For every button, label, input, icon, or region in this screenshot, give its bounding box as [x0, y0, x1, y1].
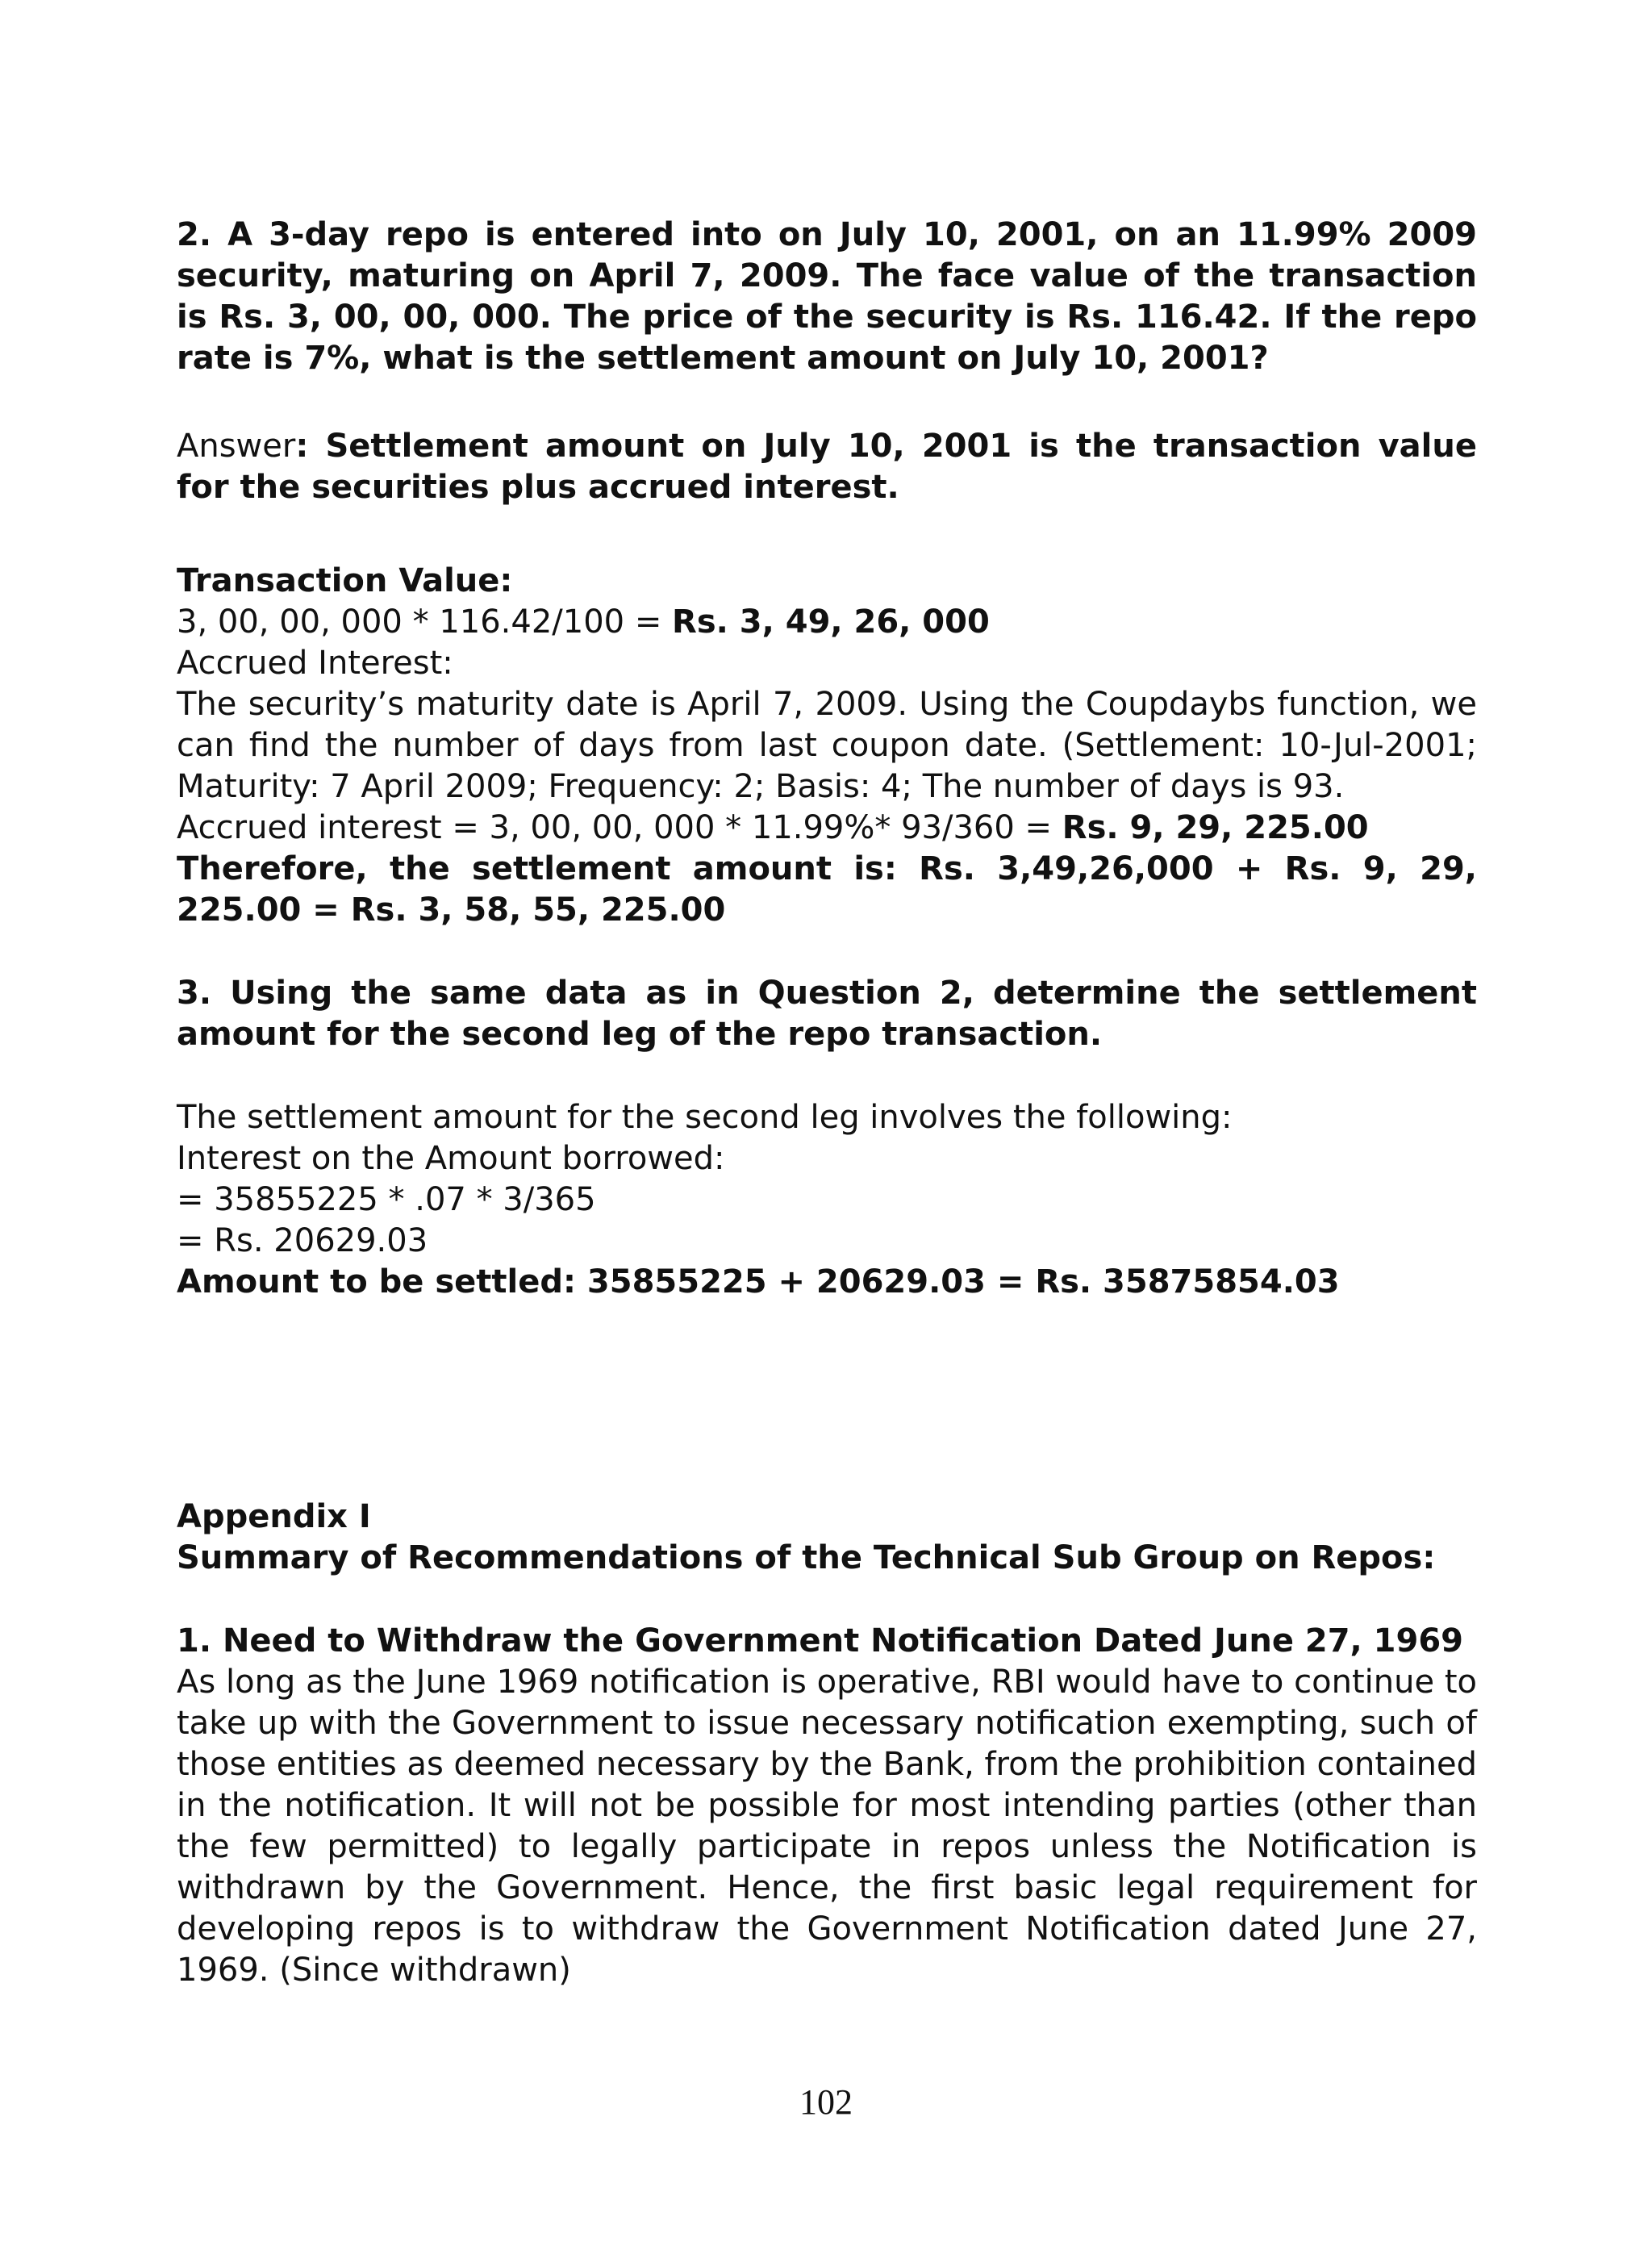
appendix-title: Appendix I [177, 1498, 371, 1535]
transaction-value-calc: 3, 00, 00, 000 * 116.42/100 = [177, 603, 673, 641]
appendix-item-1-body: As long as the June 1969 notification is operative, RBI would have to continue to take up with the Government to issue necessary notification exempting, such of those entities as deemed necessary by the Bank, from the prohibition contained in the notification. It will not be possible for most intending parties (other than the few permitted) to legally participate in repos unless the Notification is withdrawn by the Government. Hence, the first basic legal requirement for developing repos is to withdraw the Government Notification dated June 27, 1969. (Since withdrawn) [177, 1664, 1477, 1989]
spacer [177, 1303, 1477, 1497]
second-leg-interest-heading: Interest on the Amount borrowed: [177, 1140, 725, 1177]
document-page [177, 215, 1477, 1991]
settlement-total: Therefore, the settlement amount is: Rs. 3,49,26,000 + Rs. 9, 29, 225.00 = Rs. 3, 58, 55, 225.00 [177, 850, 1477, 929]
appendix-item-1-heading: 1. Need to Withdraw the Government Notification Dated June 27, 1969 [177, 1622, 1463, 1660]
spacer [177, 931, 1477, 973]
accrued-interest-explanation: The security’s maturity date is April 7, 2009. Using the Coupdaybs function, we can find the number of days from last coupon date. (Settlement: 10-Jul-2001; Maturity: 7 April 2009; Frequency: 2; Basis: 4; The number of days is 93. [177, 686, 1477, 805]
transaction-value-result: Rs. 3, 49, 26, 000 [672, 603, 990, 641]
transaction-value-line [177, 602, 1477, 643]
answer-label: Answer [177, 428, 296, 465]
answer-text: Settlement amount on July 10, 2001 is the transaction value for the securities plus accrued interest. [177, 428, 1477, 506]
accrued-interest-calc: Accrued interest = 3, 00, 00, 000 * 11.99%* 93/360 = [177, 809, 1062, 846]
question-2: 2. A 3-day repo is entered into on July 10, 2001, on an 11.99% 2009 security, maturing on April 7, 2009. The face value of the transaction is Rs. 3, 00, 00, 000. The price of the security is Rs. 116.42. If the repo rate is 7%, what is the settlement amount on July 10, 2001? [177, 216, 1477, 377]
accrued-interest-heading: Accrued Interest: [177, 645, 453, 682]
spacer [177, 1055, 1477, 1097]
second-leg-calc-2: = Rs. 20629.03 [177, 1222, 428, 1259]
accrued-interest-result: Rs. 9, 29, 225.00 [1062, 809, 1369, 846]
transaction-value-heading: Transaction Value: [177, 562, 513, 599]
accrued-interest-line [177, 808, 1477, 849]
answer-colon: : [295, 428, 309, 465]
answer-paragraph [177, 426, 1477, 508]
amount-to-be-settled: Amount to be settled: 35855225 + 20629.03 = Rs. 35875854.03 [177, 1263, 1340, 1301]
second-leg-calc-1: = 35855225 * .07 * 3/365 [177, 1181, 596, 1218]
appendix-subtitle: Summary of Recommendations of the Technical Sub Group on Repos: [177, 1539, 1436, 1576]
spacer [177, 1579, 1477, 1621]
second-leg-intro: The settlement amount for the second leg involves the following: [177, 1099, 1233, 1136]
spacer [177, 379, 1477, 426]
question-3: 3. Using the same data as in Question 2, determine the settlement amount for the second leg of the repo transaction. [177, 975, 1477, 1053]
page-number: 102 [799, 2082, 853, 2122]
spacer [177, 508, 1477, 561]
